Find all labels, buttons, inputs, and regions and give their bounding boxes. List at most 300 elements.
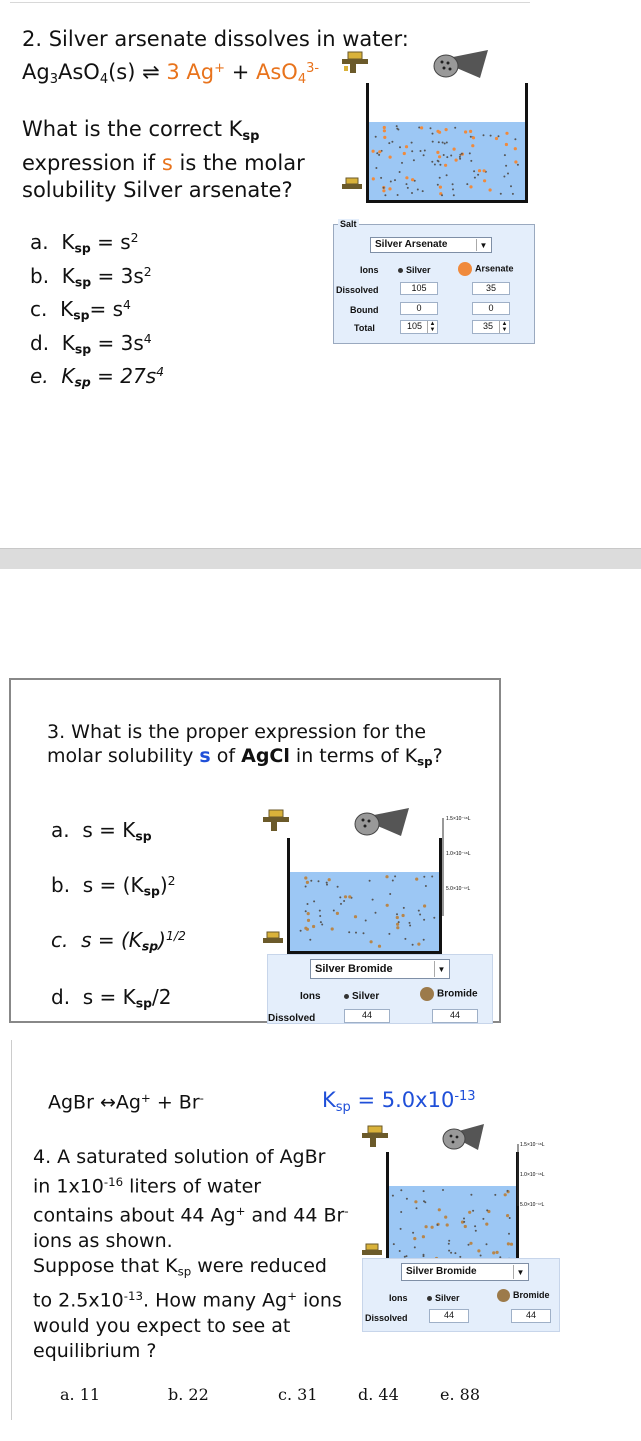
ion-particle bbox=[363, 932, 365, 934]
ion-particle bbox=[463, 1218, 465, 1220]
ion-particle bbox=[369, 880, 371, 882]
q3-title: 3. What is the proper expression for the molar solubility s of AgCl in terms of $K_{sp}$? bbox=[47, 721, 443, 769]
ion-particle bbox=[409, 925, 411, 927]
slide-q4 bbox=[0, 1040, 641, 1441]
ion-particle bbox=[514, 147, 517, 150]
ion-particle bbox=[436, 130, 439, 133]
ion-particle bbox=[496, 1251, 499, 1254]
ion-particle bbox=[300, 930, 302, 932]
ion-particle bbox=[442, 1189, 444, 1191]
ion-particle bbox=[394, 875, 396, 877]
col-silver: Silver bbox=[398, 265, 431, 275]
ion-particle bbox=[411, 142, 413, 144]
drain-icon[interactable] bbox=[362, 1244, 382, 1255]
ion-particle bbox=[494, 1194, 496, 1196]
ion-particle bbox=[399, 171, 401, 173]
ion-particle bbox=[396, 923, 399, 926]
ion-particle bbox=[425, 1225, 428, 1228]
ion-particle bbox=[380, 177, 382, 179]
ion-particle bbox=[486, 1209, 488, 1211]
scale-label: 1.0×10⁻¹⁶L bbox=[520, 1172, 545, 1178]
ion-particle bbox=[306, 881, 309, 884]
q3-ion-panel bbox=[267, 954, 493, 1024]
ion-particle bbox=[432, 133, 434, 135]
drain-icon[interactable] bbox=[342, 178, 362, 189]
ion-particle bbox=[506, 1214, 509, 1217]
ion-particle bbox=[414, 1200, 417, 1203]
ion-particle bbox=[438, 155, 441, 158]
ion-particle bbox=[385, 875, 388, 878]
dissolved-silver: 44 bbox=[429, 1309, 469, 1323]
ion-particle bbox=[444, 1216, 447, 1219]
ion-particle bbox=[399, 1250, 401, 1252]
ion-particle bbox=[445, 128, 448, 131]
ion-particle bbox=[423, 939, 425, 941]
q4-question: 4. A saturated solution of AgBr in $1x10^{-16}$ liters of water contains about 44 Ag+ and 44 Br- ions as shown. Suppose that $K_{sp}$ were reduced to $2.5x10^{-13}$. How many Ag+ ions would you expect to see at equilibrium ? bbox=[33, 1146, 349, 1362]
ion-particle bbox=[405, 176, 408, 179]
ion-particle bbox=[418, 127, 420, 129]
ion-particle bbox=[492, 1251, 495, 1254]
ion-particle bbox=[505, 165, 507, 167]
ion-particle bbox=[382, 189, 385, 192]
ion-particle bbox=[450, 1252, 452, 1254]
ion-particle bbox=[422, 190, 424, 192]
ion-particle bbox=[424, 150, 426, 152]
ion-particle bbox=[320, 921, 322, 923]
ion-particle bbox=[483, 179, 486, 182]
salt-select[interactable]: Silver Bromide ▼ bbox=[401, 1263, 529, 1281]
ion-particle bbox=[406, 183, 408, 185]
ion-particle bbox=[470, 160, 472, 162]
dissolved-arsenate: 35 bbox=[472, 282, 510, 295]
beaker-sim-q4 bbox=[360, 1122, 630, 1268]
ion-particle bbox=[365, 920, 367, 922]
ion-particle bbox=[482, 1218, 484, 1220]
bromide-ion-icon bbox=[420, 987, 434, 1001]
ion-particle bbox=[469, 185, 472, 188]
ion-particle bbox=[436, 151, 439, 154]
row-total: Total bbox=[354, 323, 375, 333]
q4-answer-e[interactable]: e. 88 bbox=[440, 1385, 480, 1404]
ion-particle bbox=[372, 177, 375, 180]
ion-particle bbox=[471, 144, 474, 147]
scale-label: 1.5×10⁻¹⁶L bbox=[520, 1142, 545, 1148]
dissolved-bromide: 44 bbox=[511, 1309, 551, 1323]
ion-particle bbox=[453, 194, 455, 196]
faucet-icon[interactable] bbox=[362, 1126, 388, 1147]
ion-particle bbox=[444, 164, 447, 167]
ion-particle bbox=[503, 176, 505, 178]
ion-particle bbox=[514, 138, 516, 140]
ion-particle bbox=[397, 194, 399, 196]
ion-particle bbox=[307, 903, 309, 905]
ion-particle bbox=[414, 1246, 416, 1248]
ion-particle bbox=[415, 878, 418, 881]
ion-particle bbox=[446, 1223, 449, 1226]
ion-particle bbox=[326, 884, 328, 886]
q3-option-c[interactable]: c. $s = (K_{sp})^{1/2}$ bbox=[51, 928, 186, 954]
ion-particle bbox=[318, 880, 320, 882]
ion-particle bbox=[469, 152, 471, 154]
ion-particle bbox=[446, 142, 448, 144]
ion-particle bbox=[383, 129, 386, 132]
ion-particle bbox=[370, 940, 373, 943]
left-rule bbox=[11, 1040, 12, 1420]
ion-particle bbox=[422, 1235, 425, 1238]
ion-particle bbox=[375, 912, 377, 914]
q4-answer-b[interactable]: b. 22 bbox=[168, 1385, 209, 1404]
drain-icon[interactable] bbox=[263, 932, 283, 943]
col-silver: Silver bbox=[344, 991, 379, 1002]
ion-particle bbox=[396, 926, 399, 929]
ion-particle bbox=[437, 184, 439, 186]
ion-particle bbox=[431, 161, 433, 163]
shaker-icon[interactable] bbox=[434, 50, 488, 78]
ion-particle bbox=[375, 136, 377, 138]
ion-particle bbox=[498, 135, 500, 137]
ion-particle bbox=[400, 1228, 402, 1230]
ion-particle bbox=[413, 159, 415, 161]
slide-separator bbox=[0, 548, 641, 569]
ion-particle bbox=[386, 904, 389, 907]
ion-particle bbox=[304, 927, 307, 930]
ion-particle bbox=[517, 164, 519, 166]
ion-particle bbox=[507, 173, 509, 175]
ion-particle bbox=[478, 169, 481, 172]
ion-particle bbox=[400, 1211, 402, 1213]
ion-particle bbox=[423, 876, 425, 878]
ion-particle bbox=[510, 185, 512, 187]
ion-particle bbox=[372, 899, 374, 901]
ion-particle bbox=[436, 1224, 438, 1226]
ion-particle bbox=[412, 1232, 414, 1234]
ion-particle bbox=[455, 159, 458, 162]
faucet-icon[interactable] bbox=[263, 810, 289, 831]
ion-particle bbox=[486, 1243, 488, 1245]
ion-particle bbox=[504, 1193, 507, 1196]
q3-option-d[interactable]: d. $s = K_{sp}/2$ bbox=[51, 985, 172, 1011]
scale-label: 1.0×10⁻¹⁶L bbox=[446, 851, 471, 857]
ion-particle bbox=[328, 878, 331, 881]
q4-answer-c[interactable]: c. 31 bbox=[278, 1385, 318, 1404]
ion-particle bbox=[439, 186, 442, 189]
salt-group-label: Salt bbox=[340, 219, 357, 229]
ion-particle bbox=[393, 1243, 395, 1245]
ion-particle bbox=[403, 907, 405, 909]
chevron-down-icon: ▼ bbox=[434, 961, 448, 977]
ion-particle bbox=[475, 1230, 477, 1232]
ion-particle bbox=[392, 1195, 394, 1197]
ion-particle bbox=[409, 922, 411, 924]
ion-particle bbox=[423, 154, 425, 156]
salt-select[interactable]: Silver Arsenate ▼ bbox=[370, 237, 492, 253]
ion-particle bbox=[439, 177, 441, 179]
q4-answer-a[interactable]: a. 11 bbox=[60, 1385, 101, 1404]
ion-particle bbox=[452, 188, 454, 190]
ion-particle bbox=[459, 156, 461, 158]
ion-particle bbox=[372, 150, 375, 153]
ion-particle bbox=[418, 910, 420, 912]
ion-particle bbox=[420, 126, 423, 129]
ion-particle bbox=[343, 900, 345, 902]
bound-arsenate: 0 bbox=[472, 302, 510, 315]
ion-particle bbox=[340, 903, 342, 905]
ion-particle bbox=[419, 914, 421, 916]
ion-particle bbox=[378, 945, 381, 948]
ion-particle bbox=[423, 1190, 425, 1192]
q4-ion-panel bbox=[362, 1258, 560, 1332]
ion-particle bbox=[413, 1237, 416, 1240]
ion-particle bbox=[310, 880, 312, 882]
ion-particle bbox=[326, 882, 328, 884]
ion-particle bbox=[411, 192, 413, 194]
ion-particle bbox=[453, 148, 456, 151]
ion-particle bbox=[507, 1242, 510, 1245]
ion-particle bbox=[407, 187, 409, 189]
q2-option-d[interactable]: d. $K_{sp} = 3s^4$ bbox=[30, 330, 152, 357]
ion-particle bbox=[396, 125, 398, 127]
chevron-down-icon: ▼ bbox=[513, 1265, 527, 1279]
ion-particle bbox=[470, 136, 472, 138]
ion-particle bbox=[319, 910, 321, 912]
ion-particle bbox=[512, 193, 514, 195]
ion-particle bbox=[480, 1255, 482, 1257]
q4-ksp: $K_{sp} = 5.0x10^{-13}$ bbox=[322, 1088, 476, 1115]
ion-particle bbox=[412, 944, 414, 946]
total-arsenate-spinner[interactable]: 35 ▲ ▼ bbox=[472, 320, 510, 334]
ion-particle bbox=[505, 132, 508, 135]
q2-question: What is the correct $K_{sp}$ expression if s is the molar solubility Silver arsenate? bbox=[22, 117, 305, 202]
col-silver: Silver bbox=[427, 1293, 460, 1303]
ion-particle bbox=[430, 127, 432, 129]
ion-particle bbox=[313, 900, 315, 902]
scale-label: 1.5×10⁻¹⁶L bbox=[446, 816, 471, 822]
ion-particle bbox=[321, 924, 323, 926]
ion-particle bbox=[384, 194, 386, 196]
ion-particle bbox=[425, 885, 427, 887]
ion-particle bbox=[434, 164, 436, 166]
ion-particle bbox=[433, 917, 435, 919]
ion-particle bbox=[446, 156, 448, 158]
ion-particle bbox=[389, 156, 392, 159]
row-dissolved: Dissolved bbox=[365, 1313, 408, 1323]
scale-label: 5.0×10⁻¹⁷L bbox=[446, 886, 471, 892]
ion-particle bbox=[348, 931, 350, 933]
ion-particle bbox=[431, 1226, 434, 1229]
ion-particle bbox=[339, 896, 341, 898]
ion-particle bbox=[392, 880, 394, 882]
ion-particle bbox=[402, 914, 405, 917]
ion-particle bbox=[416, 1207, 418, 1209]
ion-particle bbox=[417, 943, 420, 946]
salt-select[interactable]: Silver Bromide ▼ bbox=[310, 959, 450, 979]
ion-particle bbox=[344, 895, 347, 898]
ion-particle bbox=[514, 160, 517, 163]
ion-particle bbox=[510, 1243, 513, 1246]
ion-particle bbox=[477, 1249, 480, 1252]
beaker-sim-q3 bbox=[261, 806, 501, 956]
ion-particle bbox=[470, 1194, 472, 1196]
q2-equation: $Ag_3AsO_4(s)$ ⇌ 3 Ag+ + AsO$_4^{3-}$ bbox=[22, 60, 320, 88]
ion-particle bbox=[459, 158, 461, 160]
salt-group bbox=[333, 219, 535, 344]
ion-particle bbox=[489, 188, 492, 191]
ion-particle bbox=[305, 886, 307, 888]
ion-particle bbox=[405, 145, 408, 148]
q4-equation: AgBr ↔Ag+ + Br- bbox=[48, 1091, 204, 1114]
ion-particle bbox=[438, 1208, 441, 1211]
ion-particle bbox=[378, 150, 381, 153]
ion-particle bbox=[450, 155, 452, 157]
ion-particle bbox=[469, 130, 472, 133]
ion-particle bbox=[472, 136, 475, 139]
ion-particle bbox=[495, 137, 498, 140]
ion-particle bbox=[438, 141, 440, 143]
ion-particle bbox=[442, 142, 444, 144]
q2-option-b[interactable]: b. $K_{sp} = 3s^2$ bbox=[30, 263, 152, 290]
ion-particle bbox=[309, 939, 311, 941]
ion-particle bbox=[307, 919, 310, 922]
q2-title: 2. Silver arsenate dissolves in water: bbox=[22, 27, 409, 51]
ion-particle bbox=[505, 143, 508, 146]
ion-particle bbox=[331, 927, 334, 930]
ion-particle bbox=[389, 893, 391, 895]
ion-particle bbox=[376, 152, 378, 154]
ion-particle bbox=[469, 1242, 472, 1245]
top-rule bbox=[10, 2, 530, 3]
ion-particle bbox=[304, 876, 307, 879]
ion-particle bbox=[441, 194, 443, 196]
dissolved-silver: 105 bbox=[400, 282, 438, 295]
col-bromide: Bromide bbox=[420, 987, 478, 1001]
ion-particle bbox=[423, 904, 426, 907]
slide-q3 bbox=[9, 678, 501, 1023]
ion-particle bbox=[417, 189, 419, 191]
ion-particle bbox=[396, 916, 399, 919]
ion-particle bbox=[473, 170, 475, 172]
ion-particle bbox=[509, 1217, 511, 1219]
faucet-icon[interactable] bbox=[342, 52, 368, 73]
q4-answer-d[interactable]: d. 44 bbox=[358, 1385, 399, 1404]
q2-options bbox=[30, 226, 164, 394]
slide-q2 bbox=[0, 0, 641, 548]
col-ions: Ions bbox=[389, 1293, 408, 1303]
chevron-down-icon: ▼ bbox=[476, 239, 490, 251]
ion-particle bbox=[444, 143, 446, 145]
col-bromide: Bromide bbox=[497, 1289, 550, 1302]
ion-particle bbox=[403, 152, 406, 155]
ion-particle bbox=[378, 154, 380, 156]
ion-particle bbox=[500, 193, 502, 195]
ion-particle bbox=[404, 938, 406, 940]
shaker-icon[interactable] bbox=[443, 1124, 484, 1150]
ion-particle bbox=[454, 127, 456, 129]
ion-particle bbox=[355, 932, 357, 934]
ion-particle bbox=[472, 1210, 474, 1212]
total-silver-spinner[interactable]: 105 ▲ ▼ bbox=[400, 320, 438, 334]
q2-option-a[interactable]: a. $K_{sp} = s^2$ bbox=[30, 229, 139, 256]
bound-silver: 0 bbox=[400, 302, 438, 315]
ion-particle bbox=[423, 1255, 425, 1257]
ion-particle bbox=[401, 162, 403, 164]
ion-particle bbox=[396, 128, 398, 130]
col-ions: Ions bbox=[360, 265, 379, 275]
ion-particle bbox=[423, 919, 425, 921]
ion-particle bbox=[463, 1221, 465, 1223]
ion-particle bbox=[406, 1198, 408, 1200]
ion-particle bbox=[396, 913, 398, 915]
ion-particle bbox=[319, 915, 321, 917]
dissolved-silver: 44 bbox=[344, 1009, 390, 1023]
ion-particle bbox=[411, 178, 414, 181]
ion-particle bbox=[390, 181, 392, 183]
ion-particle bbox=[437, 160, 439, 162]
ion-particle bbox=[454, 1252, 456, 1254]
ion-particle bbox=[336, 912, 339, 915]
ion-particle bbox=[400, 1189, 402, 1191]
ion-particle bbox=[474, 1225, 476, 1227]
ion-particle bbox=[333, 910, 335, 912]
ion-particle bbox=[468, 1244, 470, 1246]
ion-particle bbox=[485, 1223, 488, 1226]
scale-label: 5.0×10⁻¹⁷L bbox=[520, 1202, 545, 1208]
bromide-ion-icon bbox=[497, 1289, 510, 1302]
ion-particle bbox=[406, 1255, 408, 1257]
ion-particle bbox=[388, 142, 390, 144]
ion-particle bbox=[307, 912, 310, 915]
ion-particle bbox=[448, 1243, 450, 1245]
ion-particle bbox=[483, 169, 486, 172]
ion-particle bbox=[507, 1190, 509, 1192]
q2-option-e[interactable]: e. $K_{sp} = 27s^4$ bbox=[30, 363, 164, 390]
ion-particle bbox=[468, 1211, 471, 1214]
shaker-icon[interactable] bbox=[355, 808, 409, 836]
ion-particle bbox=[388, 187, 391, 190]
ion-particle bbox=[461, 153, 463, 155]
ion-particle bbox=[432, 141, 434, 143]
ion-particle bbox=[448, 1240, 450, 1242]
ion-particle bbox=[483, 134, 485, 136]
ion-particle bbox=[348, 895, 351, 898]
q2-option-c[interactable]: c. $K_{sp}= s^4$ bbox=[30, 296, 131, 323]
q3-option-a[interactable]: a. $s = K_{sp}$ bbox=[51, 818, 152, 844]
ion-particle bbox=[504, 154, 506, 156]
ion-particle bbox=[420, 150, 422, 152]
ion-particle bbox=[490, 135, 492, 137]
ion-particle bbox=[312, 925, 315, 928]
row-bound: Bound bbox=[350, 305, 379, 315]
q3-option-b[interactable]: b. $s = (K_{sp})^2$ bbox=[51, 873, 176, 899]
ion-particle bbox=[388, 933, 390, 935]
ion-particle bbox=[431, 876, 433, 878]
col-ions: Ions bbox=[300, 991, 321, 1002]
ion-particle bbox=[399, 146, 401, 148]
ion-particle bbox=[305, 910, 307, 912]
ion-particle bbox=[464, 1225, 467, 1228]
ion-particle bbox=[466, 183, 468, 185]
ion-particle bbox=[439, 164, 441, 166]
ion-particle bbox=[354, 915, 357, 918]
ion-particle bbox=[443, 154, 445, 156]
ion-particle bbox=[448, 1250, 450, 1252]
beaker-sim-q2 bbox=[340, 48, 540, 208]
ion-particle bbox=[446, 174, 448, 176]
row-dissolved: Dissolved bbox=[336, 285, 379, 295]
ion-particle bbox=[464, 130, 467, 133]
ion-particle bbox=[391, 141, 393, 143]
ion-particle bbox=[508, 1233, 510, 1235]
ion-particle bbox=[383, 126, 386, 129]
